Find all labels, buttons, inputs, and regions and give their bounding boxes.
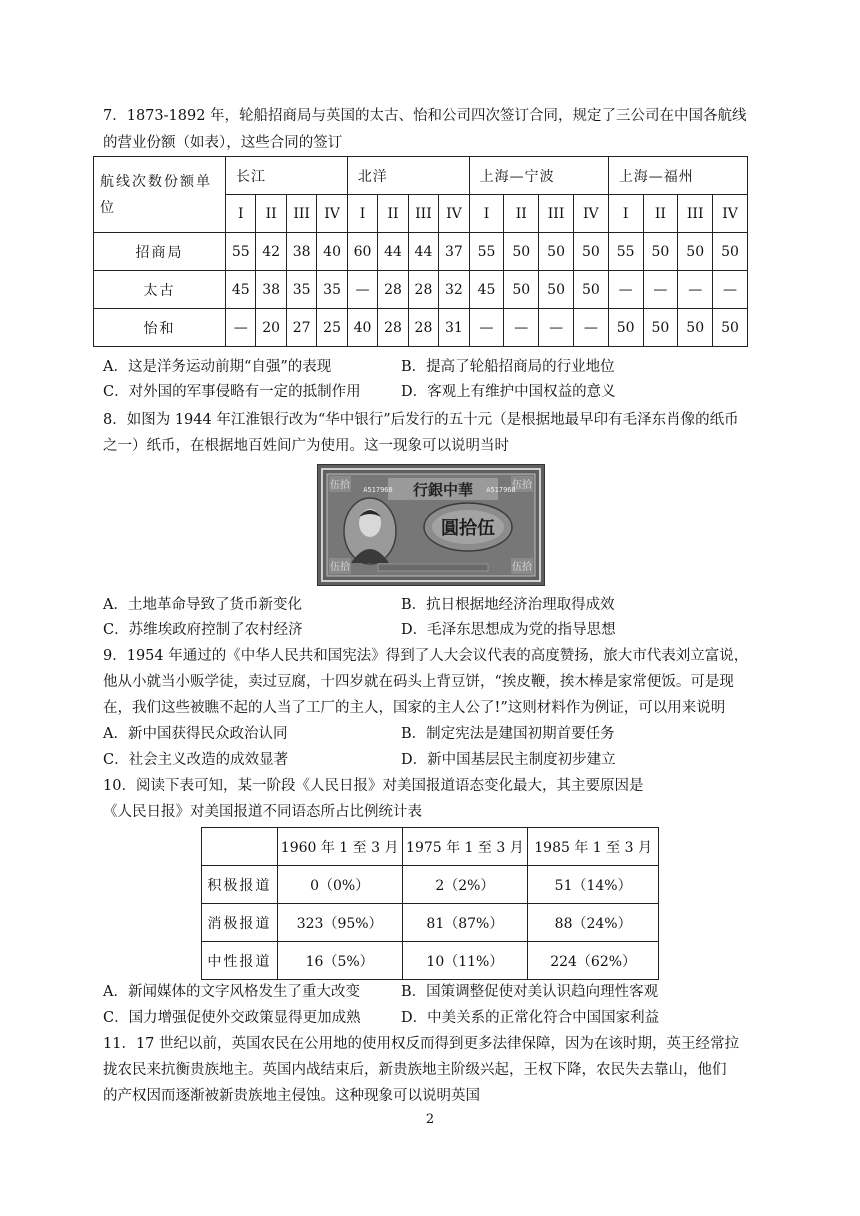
round-header: IV — [317, 195, 347, 233]
table-cell: — — [608, 271, 643, 309]
table-row — [202, 904, 659, 942]
round-header: I — [469, 195, 504, 233]
row-header-positive: 积极报道 — [202, 866, 278, 904]
table-corner-header: 航线次数份额单 位 — [94, 157, 226, 233]
q7-shipping-share-table — [93, 156, 748, 347]
table-cell: 16（5%） — [277, 942, 402, 980]
q9-option-a[interactable]: A．新中国获得民众政治认同 — [103, 726, 288, 742]
table-cell: 50 — [539, 233, 574, 271]
table-row — [202, 866, 659, 904]
table-cell: 10（11%） — [402, 942, 528, 980]
row-header-negative: 消极报道 — [202, 904, 278, 942]
table-cell: 50 — [643, 309, 678, 347]
table-cell: 28 — [408, 309, 438, 347]
table-cell: 50 — [504, 271, 539, 309]
q11-stem-line-3: 的产权因而逐渐被新贵族地主侵蚀。这种现象可以说明英国 — [103, 1088, 480, 1104]
table-cell: 224（62%） — [528, 942, 659, 980]
table-cell: 45 — [469, 271, 504, 309]
table-cell: 50 — [573, 271, 608, 309]
q8-option-c[interactable]: C．苏维埃政府控制了农村经济 — [103, 622, 303, 638]
table-cell: 44 — [408, 233, 438, 271]
table-cell: — — [573, 309, 608, 347]
table-cell: 25 — [317, 309, 347, 347]
corner-denomination-bottom-left: 伍拾 — [330, 562, 350, 573]
table-cell: 35 — [317, 271, 347, 309]
table-cell: 27 — [286, 309, 316, 347]
q8-option-d[interactable]: D．毛泽东思想成为党的指导思想 — [401, 622, 616, 638]
column-header-1985: 1985 年 1 至 3 月 — [528, 828, 659, 866]
banknote-image — [317, 464, 545, 586]
table-cell: 2（2%） — [402, 866, 528, 904]
table-cell: 55 — [469, 233, 504, 271]
serial-number-right: A517968 — [486, 486, 516, 494]
table-cell: 323（95%） — [277, 904, 402, 942]
table-cell: 44 — [378, 233, 408, 271]
corner-denomination-top-left: 伍拾 — [330, 480, 350, 491]
bank-name: 行銀中華 — [412, 481, 474, 499]
table-cell: 50 — [608, 309, 643, 347]
row-header-neutral: 中性报道 — [202, 942, 278, 980]
q10-option-c[interactable]: C．国力增强促使外交政策显得更加成熟 — [103, 1010, 361, 1026]
round-header: I — [347, 195, 377, 233]
q8-stem-line-2: 之一）纸币，在根据地百姓间广为使用。这一现象可以说明当时 — [103, 438, 509, 454]
table-cell: — — [713, 271, 748, 309]
q9-option-c[interactable]: C．社会主义改造的成效显著 — [103, 752, 289, 768]
round-header: II — [256, 195, 286, 233]
table-cell: 0（0%） — [277, 866, 402, 904]
q7-option-b[interactable]: B．提高了轮船招商局的行业地位 — [401, 359, 615, 375]
q7-stem-line-2: 的营业份额（如表），这些合同的签订 — [103, 135, 343, 151]
q7-stem-line-1: 7．1873-1892 年，轮船招商局与英国的太古、怡和公司四次签订合同，规定了三公司在中国各航线 — [103, 108, 747, 124]
serial-number-left: A517968 — [363, 486, 393, 494]
q7-option-a[interactable]: A．这是洋务运动前期“自强”的表现 — [103, 359, 332, 375]
route-header-changjiang: 长江 — [226, 157, 348, 195]
table-cell: — — [469, 309, 504, 347]
table-cell: 31 — [439, 309, 469, 347]
corner-denomination-bottom-right: 伍拾 — [512, 562, 532, 573]
company-name: 招商局 — [94, 233, 226, 271]
table-cell: 60 — [347, 233, 377, 271]
table-cell: 40 — [317, 233, 347, 271]
page-number: 2 — [425, 1112, 435, 1127]
table-cell: 50 — [713, 233, 748, 271]
company-name: 太古 — [94, 271, 226, 309]
table-cell: — — [226, 309, 256, 347]
q10-option-a[interactable]: A．新闻媒体的文字风格发生了重大改变 — [103, 984, 360, 1000]
round-header: I — [226, 195, 256, 233]
route-header-shanghai-ningbo: 上海—宁波 — [469, 157, 608, 195]
q10-stem-line-1: 10．阅读下表可知，某一阶段《人民日报》对美国报道语态变化最大，其主要原因是 — [103, 778, 644, 794]
table-cell: 51（14%） — [528, 866, 659, 904]
q10-table-title: 《人民日报》对美国报道不同语态所占比例统计表 — [103, 804, 422, 820]
table-cell: 55 — [226, 233, 256, 271]
q7-option-d[interactable]: D．客观上有维护中国权益的意义 — [401, 384, 616, 400]
table-corner-empty — [202, 828, 278, 866]
table-cell: 28 — [378, 271, 408, 309]
round-header: IV — [439, 195, 469, 233]
q11-stem-line-1: 11．17 世纪以前，英国农民在公用地的使用权反而得到更多法律保障，因为在该时期，英王经常拉 — [103, 1036, 740, 1052]
table-cell: 50 — [643, 233, 678, 271]
table-cell: — — [347, 271, 377, 309]
q8-option-b[interactable]: B．抗日根据地经济治理取得成效 — [401, 597, 615, 613]
q11-stem-line-2: 拢农民来抗衡贵族地主。英国内战结束后，新贵族地主阶级兴起，王权下降，农民失去靠山，他们 — [103, 1062, 727, 1078]
table-cell: 32 — [439, 271, 469, 309]
table-cell: 42 — [256, 233, 286, 271]
table-cell: 45 — [226, 271, 256, 309]
round-header: I — [608, 195, 643, 233]
table-row — [202, 942, 659, 980]
q9-stem-line-1: 9．1954 年通过的《中华人民共和国宪法》得到了人大会议代表的高度赞扬，旅大市代表刘立富说， — [103, 648, 749, 664]
table-cell: 28 — [378, 309, 408, 347]
table-cell: 35 — [286, 271, 316, 309]
route-header-shanghai-fuzhou: 上海—福州 — [608, 157, 747, 195]
table-cell: 50 — [504, 233, 539, 271]
q9-stem-line-3: 在，我们这些被瞧不起的人当了工厂的主人，国家的主人公了!”这则材料作为例证，可以用来说明 — [103, 700, 726, 716]
round-header: IV — [573, 195, 608, 233]
q9-option-d[interactable]: D．新中国基层民主制度初步建立 — [401, 752, 616, 768]
table-cell: 28 — [408, 271, 438, 309]
company-name: 怡和 — [94, 309, 226, 347]
table-cell: 88（24%） — [528, 904, 659, 942]
bottom-band — [378, 564, 488, 571]
round-header: III — [539, 195, 574, 233]
q10-option-d[interactable]: D．中美关系的正常化符合中国国家利益 — [401, 1010, 660, 1026]
table-cell: 81（87%） — [402, 904, 528, 942]
table-row — [94, 309, 748, 347]
q8-stem-line-1: 8．如图为 1944 年江淮银行改为“华中银行”后发行的五十元（是根据地最早印有毛泽东肖像的纸币 — [103, 412, 739, 428]
q10-report-tone-table — [201, 827, 659, 980]
q10-option-b[interactable]: B．国策调整促使对美认识趋向理性客观 — [401, 984, 659, 1000]
table-cell: — — [643, 271, 678, 309]
table-cell: — — [504, 309, 539, 347]
round-header: III — [286, 195, 316, 233]
table-cell: 38 — [256, 271, 286, 309]
corner-denomination-top-right: 伍拾 — [512, 480, 532, 491]
denomination-text: 圓拾伍 — [441, 518, 495, 539]
round-header: III — [408, 195, 438, 233]
table-cell: 38 — [286, 233, 316, 271]
column-header-1960: 1960 年 1 至 3 月 — [277, 828, 402, 866]
table-cell: 40 — [347, 309, 377, 347]
q9-stem-line-2: 他从小就当小贩学徒，卖过豆腐，十四岁就在码头上背豆饼，“挨皮鞭，挨木棒是家常便饭。可是现 — [103, 674, 734, 690]
table-cell: — — [539, 309, 574, 347]
table-row — [94, 233, 748, 271]
q8-option-a[interactable]: A．土地革命导致了货币新变化 — [103, 597, 302, 613]
table-cell: 50 — [539, 271, 574, 309]
q7-option-c[interactable]: C．对外国的军事侵略有一定的抵制作用 — [103, 384, 361, 400]
round-header: IV — [713, 195, 748, 233]
round-header: II — [504, 195, 539, 233]
q9-option-b[interactable]: B．制定宪法是建国初期首要任务 — [401, 726, 615, 742]
table-cell: 37 — [439, 233, 469, 271]
table-row — [94, 271, 748, 309]
table-cell: 50 — [678, 309, 713, 347]
column-header-1975: 1975 年 1 至 3 月 — [402, 828, 528, 866]
round-header: II — [378, 195, 408, 233]
table-cell: 50 — [678, 233, 713, 271]
table-cell: 50 — [573, 233, 608, 271]
table-cell: 55 — [608, 233, 643, 271]
round-header: III — [678, 195, 713, 233]
table-cell: 20 — [256, 309, 286, 347]
route-header-beiyang: 北洋 — [347, 157, 469, 195]
table-cell: 50 — [713, 309, 748, 347]
table-cell: — — [678, 271, 713, 309]
round-header: II — [643, 195, 678, 233]
